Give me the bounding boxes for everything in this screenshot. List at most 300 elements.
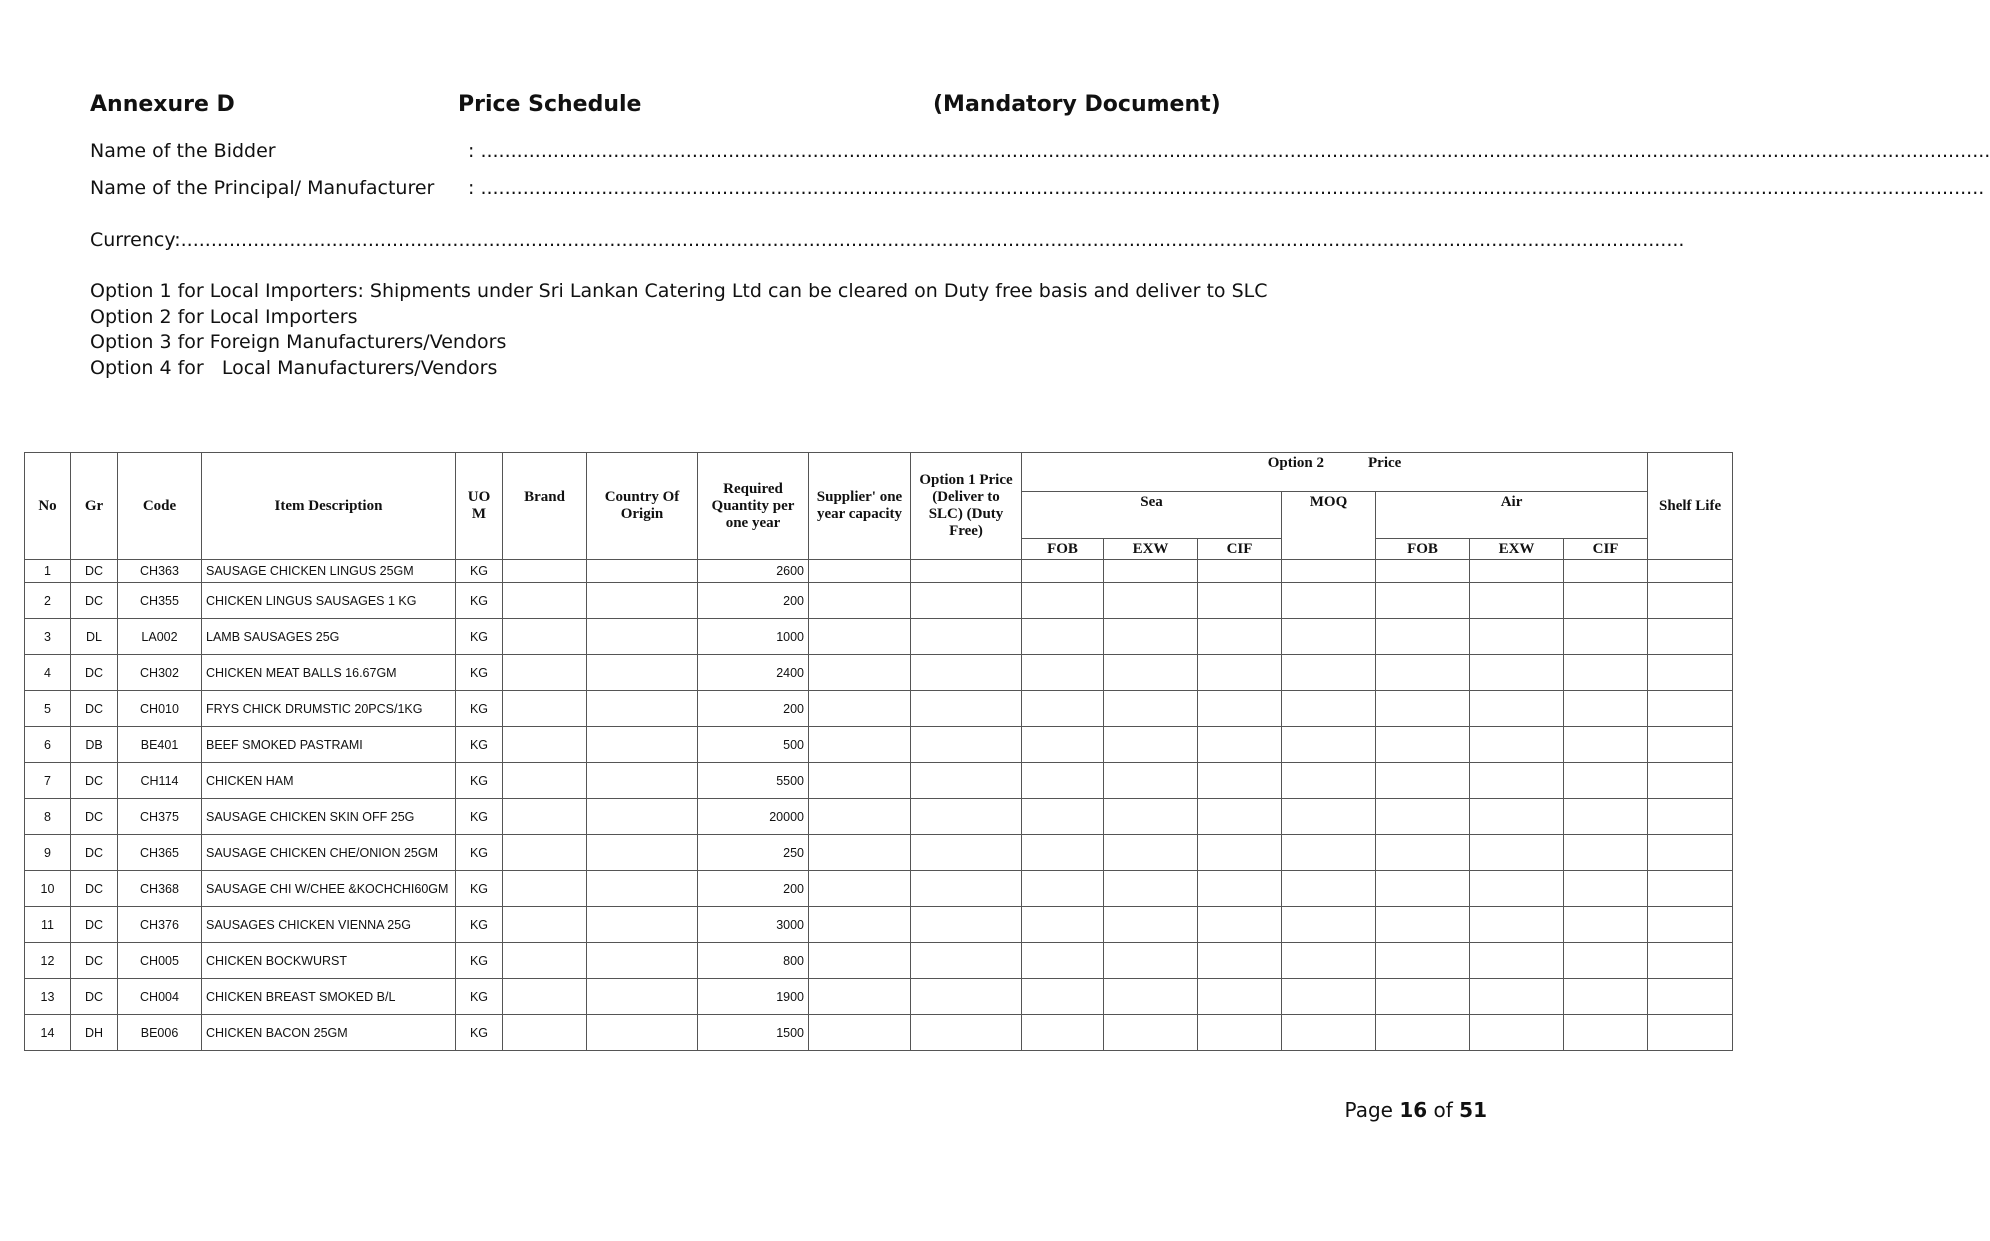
row-country[interactable] <box>587 691 698 727</box>
row-shelf-life[interactable] <box>1648 583 1733 619</box>
row-sea-exw[interactable] <box>1104 691 1198 727</box>
row-required-quantity: 800 <box>698 943 809 979</box>
row-option1-price[interactable] <box>911 691 1022 727</box>
row-brand[interactable] <box>503 943 587 979</box>
row-air-cif[interactable] <box>1564 835 1648 871</box>
row-air-fob[interactable] <box>1376 763 1470 799</box>
row-air-fob[interactable] <box>1376 727 1470 763</box>
header-required-quantity: Required Quantity per one year <box>698 453 809 560</box>
row-required-quantity: 5500 <box>698 763 809 799</box>
row-air-cif[interactable] <box>1564 871 1648 907</box>
row-brand[interactable] <box>503 871 587 907</box>
row-description: SAUSAGE CHICKEN SKIN OFF 25G <box>202 799 456 835</box>
row-uom: KG <box>456 691 503 727</box>
row-shelf-life[interactable] <box>1648 979 1733 1015</box>
row-supplier-capacity[interactable] <box>809 763 911 799</box>
row-sea-exw[interactable] <box>1104 979 1198 1015</box>
row-sea-fob[interactable] <box>1022 655 1104 691</box>
row-air-cif[interactable] <box>1564 619 1648 655</box>
row-air-exw[interactable] <box>1470 835 1564 871</box>
row-option1-price[interactable] <box>911 979 1022 1015</box>
row-air-cif[interactable] <box>1564 979 1648 1015</box>
row-country[interactable] <box>587 835 698 871</box>
row-uom: KG <box>456 907 503 943</box>
row-air-cif[interactable] <box>1564 691 1648 727</box>
row-uom: KG <box>456 799 503 835</box>
header-sea-fob: FOB <box>1022 539 1104 560</box>
page-total: 51 <box>1459 1098 1487 1122</box>
currency-line: Currency:......................................................................................................................................................................................................................................................... <box>90 229 1685 251</box>
row-moq[interactable] <box>1282 979 1376 1015</box>
row-option1-price[interactable] <box>911 835 1022 871</box>
row-sea-exw[interactable] <box>1104 907 1198 943</box>
row-shelf-life[interactable] <box>1648 560 1733 583</box>
bidder-value-line: : .......................................................................................................................................................................................................................................................... <box>468 140 1990 162</box>
row-required-quantity: 2400 <box>698 655 809 691</box>
header-option2-price <box>1022 453 1648 492</box>
row-supplier-capacity[interactable] <box>809 560 911 583</box>
row-code: CH005 <box>118 943 202 979</box>
row-uom: KG <box>456 871 503 907</box>
row-no: 12 <box>25 943 71 979</box>
row-air-fob[interactable] <box>1376 871 1470 907</box>
page-number <box>1345 1098 1487 1122</box>
row-supplier-capacity[interactable] <box>809 943 911 979</box>
table-row <box>25 907 1733 943</box>
bidder-label: Name of the Bidder <box>90 140 276 162</box>
header-supplier-capacity: Supplier' one year capacity <box>809 453 911 560</box>
row-sea-fob[interactable] <box>1022 763 1104 799</box>
header-uom: UO M <box>456 453 503 560</box>
row-air-fob[interactable] <box>1376 560 1470 583</box>
table-row <box>25 1015 1733 1051</box>
row-moq[interactable] <box>1282 763 1376 799</box>
row-description: CHICKEN HAM <box>202 763 456 799</box>
page-current: 16 <box>1399 1098 1428 1122</box>
option-1-text: Option 1 for Local Importers: Shipments under Sri Lankan Catering Ltd can be cleared on Duty free basis and deliver to SLC <box>90 280 1268 302</box>
row-gr: DH <box>71 1015 118 1051</box>
row-brand[interactable] <box>503 907 587 943</box>
mandatory-label: (Mandatory Document) <box>933 92 1221 117</box>
row-air-exw[interactable] <box>1470 655 1564 691</box>
row-sea-cif[interactable] <box>1198 583 1282 619</box>
row-code: CH302 <box>118 655 202 691</box>
row-no: 9 <box>25 835 71 871</box>
row-supplier-capacity[interactable] <box>809 979 911 1015</box>
row-brand[interactable] <box>503 560 587 583</box>
row-description: CHICKEN BOCKWURST <box>202 943 456 979</box>
row-gr: DC <box>71 691 118 727</box>
row-uom: KG <box>456 619 503 655</box>
row-brand[interactable] <box>503 763 587 799</box>
row-sea-fob[interactable] <box>1022 727 1104 763</box>
row-sea-exw[interactable] <box>1104 835 1198 871</box>
row-moq[interactable] <box>1282 560 1376 583</box>
row-country[interactable] <box>587 655 698 691</box>
row-option1-price[interactable] <box>911 799 1022 835</box>
row-air-exw[interactable] <box>1470 727 1564 763</box>
row-required-quantity: 200 <box>698 871 809 907</box>
header-option1-price: Option 1 Price (Deliver to SLC) (Duty Free) <box>911 453 1022 560</box>
row-moq[interactable] <box>1282 619 1376 655</box>
row-description: CHICKEN BREAST SMOKED B/L <box>202 979 456 1015</box>
row-sea-exw[interactable] <box>1104 583 1198 619</box>
row-code: CH368 <box>118 871 202 907</box>
row-supplier-capacity[interactable] <box>809 1015 911 1051</box>
row-gr: DC <box>71 907 118 943</box>
row-gr: DC <box>71 943 118 979</box>
row-sea-cif[interactable] <box>1198 907 1282 943</box>
table-row <box>25 835 1733 871</box>
row-sea-cif[interactable] <box>1198 871 1282 907</box>
row-sea-fob[interactable] <box>1022 560 1104 583</box>
row-gr: DC <box>71 655 118 691</box>
row-sea-fob[interactable] <box>1022 583 1104 619</box>
row-option1-price[interactable] <box>911 1015 1022 1051</box>
row-code: LA002 <box>118 619 202 655</box>
row-shelf-life[interactable] <box>1648 943 1733 979</box>
row-gr: DC <box>71 763 118 799</box>
row-moq[interactable] <box>1282 907 1376 943</box>
row-code: CH375 <box>118 799 202 835</box>
row-gr: DC <box>71 835 118 871</box>
table-row <box>25 655 1733 691</box>
row-no: 5 <box>25 691 71 727</box>
row-gr: DL <box>71 619 118 655</box>
row-country[interactable] <box>587 619 698 655</box>
row-required-quantity: 200 <box>698 583 809 619</box>
row-air-exw[interactable] <box>1470 979 1564 1015</box>
row-air-fob[interactable] <box>1376 583 1470 619</box>
row-sea-fob[interactable] <box>1022 799 1104 835</box>
row-required-quantity: 20000 <box>698 799 809 835</box>
row-brand[interactable] <box>503 835 587 871</box>
row-air-cif[interactable] <box>1564 727 1648 763</box>
row-required-quantity: 500 <box>698 727 809 763</box>
row-country[interactable] <box>587 871 698 907</box>
principal-value-line: : ......................................................................................................................................................................................................................................................... <box>468 177 1985 199</box>
page-prefix: Page <box>1344 1098 1393 1122</box>
row-description: CHICKEN BACON 25GM <box>202 1015 456 1051</box>
row-brand[interactable] <box>503 691 587 727</box>
row-shelf-life[interactable] <box>1648 799 1733 835</box>
row-moq[interactable] <box>1282 799 1376 835</box>
row-air-exw[interactable] <box>1470 799 1564 835</box>
row-gr: DB <box>71 727 118 763</box>
row-air-fob[interactable] <box>1376 619 1470 655</box>
table-row <box>25 560 1733 583</box>
row-description: SAUSAGES CHICKEN VIENNA 25G <box>202 907 456 943</box>
table-body <box>25 560 1733 1051</box>
row-no: 3 <box>25 619 71 655</box>
row-country[interactable] <box>587 1015 698 1051</box>
row-sea-fob[interactable] <box>1022 943 1104 979</box>
row-description: LAMB SAUSAGES 25G <box>202 619 456 655</box>
header-sea: Sea <box>1022 492 1282 539</box>
row-gr: DC <box>71 560 118 583</box>
row-no: 11 <box>25 907 71 943</box>
row-air-fob[interactable] <box>1376 835 1470 871</box>
row-shelf-life[interactable] <box>1648 835 1733 871</box>
table-row <box>25 619 1733 655</box>
row-no: 13 <box>25 979 71 1015</box>
row-sea-exw[interactable] <box>1104 727 1198 763</box>
row-supplier-capacity[interactable] <box>809 691 911 727</box>
row-sea-exw[interactable] <box>1104 655 1198 691</box>
row-code: CH376 <box>118 907 202 943</box>
header-item-description: Item Description <box>202 453 456 560</box>
row-air-cif[interactable] <box>1564 1015 1648 1051</box>
row-country[interactable] <box>587 560 698 583</box>
row-sea-exw[interactable] <box>1104 619 1198 655</box>
row-moq[interactable] <box>1282 1015 1376 1051</box>
row-code: CH363 <box>118 560 202 583</box>
row-country[interactable] <box>587 979 698 1015</box>
row-sea-cif[interactable] <box>1198 979 1282 1015</box>
row-sea-fob[interactable] <box>1022 907 1104 943</box>
row-sea-cif[interactable] <box>1198 619 1282 655</box>
header-moq: MOQ <box>1282 492 1376 560</box>
row-shelf-life[interactable] <box>1648 763 1733 799</box>
row-no: 6 <box>25 727 71 763</box>
header-air: Air <box>1376 492 1648 539</box>
row-country[interactable] <box>587 799 698 835</box>
row-description: CHICKEN MEAT BALLS 16.67GM <box>202 655 456 691</box>
row-supplier-capacity[interactable] <box>809 619 911 655</box>
row-no: 1 <box>25 560 71 583</box>
row-uom: KG <box>456 979 503 1015</box>
row-sea-fob[interactable] <box>1022 691 1104 727</box>
header-sea-cif: CIF <box>1198 539 1282 560</box>
row-required-quantity: 1500 <box>698 1015 809 1051</box>
row-sea-exw[interactable] <box>1104 799 1198 835</box>
row-brand[interactable] <box>503 583 587 619</box>
row-option1-price[interactable] <box>911 943 1022 979</box>
row-sea-cif[interactable] <box>1198 763 1282 799</box>
row-option1-price[interactable] <box>911 583 1022 619</box>
row-required-quantity: 250 <box>698 835 809 871</box>
row-air-exw[interactable] <box>1470 871 1564 907</box>
row-air-fob[interactable] <box>1376 799 1470 835</box>
row-brand[interactable] <box>503 655 587 691</box>
row-description: SAUSAGE CHICKEN LINGUS 25GM <box>202 560 456 583</box>
header-air-exw: EXW <box>1470 539 1564 560</box>
row-country[interactable] <box>587 583 698 619</box>
table-row <box>25 871 1733 907</box>
row-air-exw[interactable] <box>1470 619 1564 655</box>
row-shelf-life[interactable] <box>1648 1015 1733 1051</box>
row-moq[interactable] <box>1282 871 1376 907</box>
row-air-fob[interactable] <box>1376 691 1470 727</box>
header-brand: Brand <box>503 453 587 560</box>
row-brand[interactable] <box>503 979 587 1015</box>
row-supplier-capacity[interactable] <box>809 871 911 907</box>
price-schedule-table <box>24 452 1733 1051</box>
row-country[interactable] <box>587 727 698 763</box>
table-row <box>25 943 1733 979</box>
row-gr: DC <box>71 979 118 1015</box>
header-gr: Gr <box>71 453 118 560</box>
row-sea-cif[interactable] <box>1198 1015 1282 1051</box>
row-uom: KG <box>456 583 503 619</box>
row-no: 2 <box>25 583 71 619</box>
row-air-exw[interactable] <box>1470 560 1564 583</box>
row-air-cif[interactable] <box>1564 560 1648 583</box>
row-no: 8 <box>25 799 71 835</box>
table-row <box>25 799 1733 835</box>
row-supplier-capacity[interactable] <box>809 907 911 943</box>
row-supplier-capacity[interactable] <box>809 727 911 763</box>
row-air-cif[interactable] <box>1564 907 1648 943</box>
row-code: CH365 <box>118 835 202 871</box>
row-country[interactable] <box>587 943 698 979</box>
row-brand[interactable] <box>503 799 587 835</box>
row-description: CHICKEN LINGUS SAUSAGES 1 KG <box>202 583 456 619</box>
row-sea-fob[interactable] <box>1022 979 1104 1015</box>
row-uom: KG <box>456 727 503 763</box>
row-moq[interactable] <box>1282 943 1376 979</box>
row-uom: KG <box>456 943 503 979</box>
header-air-cif: CIF <box>1564 539 1648 560</box>
option-2-text: Option 2 for Local Importers <box>90 306 358 328</box>
row-air-fob[interactable] <box>1376 1015 1470 1051</box>
row-option1-price[interactable] <box>911 907 1022 943</box>
row-description: FRYS CHICK DRUMSTIC 20PCS/1KG <box>202 691 456 727</box>
row-no: 4 <box>25 655 71 691</box>
row-sea-fob[interactable] <box>1022 1015 1104 1051</box>
row-air-exw[interactable] <box>1470 691 1564 727</box>
row-gr: DC <box>71 799 118 835</box>
row-option1-price[interactable] <box>911 655 1022 691</box>
row-option1-price[interactable] <box>911 727 1022 763</box>
row-sea-fob[interactable] <box>1022 871 1104 907</box>
row-option1-price[interactable] <box>911 619 1022 655</box>
row-sea-fob[interactable] <box>1022 619 1104 655</box>
header-air-fob: FOB <box>1376 539 1470 560</box>
row-shelf-life[interactable] <box>1648 871 1733 907</box>
row-air-cif[interactable] <box>1564 583 1648 619</box>
row-required-quantity: 1900 <box>698 979 809 1015</box>
row-sea-cif[interactable] <box>1198 835 1282 871</box>
row-shelf-life[interactable] <box>1648 619 1733 655</box>
row-air-fob[interactable] <box>1376 979 1470 1015</box>
row-moq[interactable] <box>1282 727 1376 763</box>
row-sea-cif[interactable] <box>1198 691 1282 727</box>
row-air-fob[interactable] <box>1376 655 1470 691</box>
row-supplier-capacity[interactable] <box>809 583 911 619</box>
header-option2-label: Option 2 <box>1267 455 1325 471</box>
row-shelf-life[interactable] <box>1648 655 1733 691</box>
row-uom: KG <box>456 835 503 871</box>
row-required-quantity: 3000 <box>698 907 809 943</box>
row-air-exw[interactable] <box>1470 763 1564 799</box>
row-shelf-life[interactable] <box>1648 691 1733 727</box>
row-uom: KG <box>456 655 503 691</box>
row-brand[interactable] <box>503 619 587 655</box>
row-air-cif[interactable] <box>1564 799 1648 835</box>
row-supplier-capacity[interactable] <box>809 835 911 871</box>
row-moq[interactable] <box>1282 583 1376 619</box>
row-option1-price[interactable] <box>911 763 1022 799</box>
row-description: SAUSAGE CHI W/CHEE &KOCHCHI60GM <box>202 871 456 907</box>
row-code: CH355 <box>118 583 202 619</box>
row-air-cif[interactable] <box>1564 655 1648 691</box>
row-air-cif[interactable] <box>1564 763 1648 799</box>
row-sea-exw[interactable] <box>1104 763 1198 799</box>
row-supplier-capacity[interactable] <box>809 799 911 835</box>
row-sea-cif[interactable] <box>1198 799 1282 835</box>
row-sea-exw[interactable] <box>1104 1015 1198 1051</box>
row-option1-price[interactable] <box>911 871 1022 907</box>
row-air-exw[interactable] <box>1470 943 1564 979</box>
row-option1-price[interactable] <box>911 560 1022 583</box>
header-no: No <box>25 453 71 560</box>
header-price-label: Price <box>1368 455 1402 471</box>
row-code: CH004 <box>118 979 202 1015</box>
row-required-quantity: 2600 <box>698 560 809 583</box>
table-row <box>25 583 1733 619</box>
row-country[interactable] <box>587 763 698 799</box>
principal-label: Name of the Principal/ Manufacturer <box>90 177 435 199</box>
row-moq[interactable] <box>1282 655 1376 691</box>
row-air-cif[interactable] <box>1564 943 1648 979</box>
row-code: BE401 <box>118 727 202 763</box>
row-sea-exw[interactable] <box>1104 871 1198 907</box>
row-supplier-capacity[interactable] <box>809 655 911 691</box>
table-row <box>25 691 1733 727</box>
row-uom: KG <box>456 1015 503 1051</box>
page-of: of <box>1433 1098 1453 1122</box>
row-gr: DC <box>71 871 118 907</box>
row-sea-cif[interactable] <box>1198 560 1282 583</box>
row-no: 14 <box>25 1015 71 1051</box>
row-shelf-life[interactable] <box>1648 907 1733 943</box>
row-description: SAUSAGE CHICKEN CHE/ONION 25GM <box>202 835 456 871</box>
row-required-quantity: 1000 <box>698 619 809 655</box>
row-sea-cif[interactable] <box>1198 943 1282 979</box>
row-air-exw[interactable] <box>1470 1015 1564 1051</box>
header-country-of-origin: Country Of Origin <box>587 453 698 560</box>
row-no: 7 <box>25 763 71 799</box>
document-title: Price Schedule <box>458 92 642 117</box>
option-3-text: Option 3 for Foreign Manufacturers/Vendors <box>90 331 507 353</box>
annexure-label: Annexure D <box>90 92 235 117</box>
row-required-quantity: 200 <box>698 691 809 727</box>
row-air-fob[interactable] <box>1376 943 1470 979</box>
table-row <box>25 727 1733 763</box>
row-brand[interactable] <box>503 1015 587 1051</box>
header-code: Code <box>118 453 202 560</box>
row-sea-cif[interactable] <box>1198 727 1282 763</box>
row-code: BE006 <box>118 1015 202 1051</box>
header-shelf-life: Shelf Life <box>1648 453 1733 560</box>
row-code: CH010 <box>118 691 202 727</box>
row-air-exw[interactable] <box>1470 907 1564 943</box>
row-code: CH114 <box>118 763 202 799</box>
table-row <box>25 979 1733 1015</box>
row-moq[interactable] <box>1282 835 1376 871</box>
row-sea-exw[interactable] <box>1104 560 1198 583</box>
row-sea-cif[interactable] <box>1198 655 1282 691</box>
row-brand[interactable] <box>503 727 587 763</box>
row-air-fob[interactable] <box>1376 907 1470 943</box>
row-sea-fob[interactable] <box>1022 835 1104 871</box>
row-shelf-life[interactable] <box>1648 727 1733 763</box>
row-air-exw[interactable] <box>1470 583 1564 619</box>
row-sea-exw[interactable] <box>1104 943 1198 979</box>
row-moq[interactable] <box>1282 691 1376 727</box>
row-country[interactable] <box>587 907 698 943</box>
